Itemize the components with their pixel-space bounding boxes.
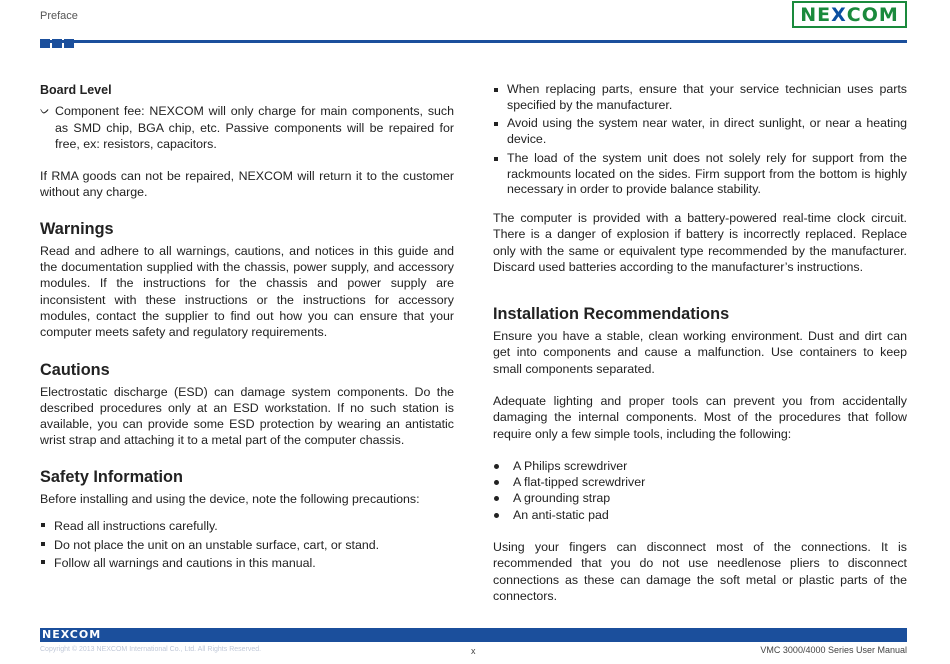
footer-bar bbox=[40, 628, 907, 642]
installation-text-1: Ensure you have a stable, clean working environment. Dust and dirt can get into components and cause a malfunction. Use containers to keep small components separated. bbox=[493, 329, 907, 376]
logo-part-x: X bbox=[831, 3, 847, 26]
warnings-heading: Warnings bbox=[40, 219, 114, 238]
footer-logo: NEXCOM bbox=[42, 628, 102, 641]
header-rule bbox=[40, 40, 907, 43]
logo-part-ne: NE bbox=[800, 3, 832, 26]
right-column bbox=[493, 82, 907, 604]
list-item: Follow all warnings and cautions in this manual. bbox=[40, 554, 454, 573]
battery-text: The computer is provided with a battery-powered real-time clock circuit. There is a danger of explosion if battery is incorrectly replaced. Replace only with the same or equivalent type recommended by the manufacturer. Discard used batteries according to the manufacturer’s instructions. bbox=[493, 210, 907, 274]
list-item: Do not place the unit on an unstable surface, cart, or stand. bbox=[40, 536, 454, 555]
list-item: The load of the system unit does not solely rely for support from the rackmounts located on the sides. Firm support from the bottom is highly necessary in order to provide balance stability. bbox=[493, 151, 907, 198]
board-level-item bbox=[40, 103, 454, 152]
cautions-text: Electrostatic discharge (ESD) can damage system components. Do the described procedures only at an ESD workstation. If no such station is available, you can provide some ESD protection by wearing an antistatic wrist strap and attaching it to a metal part of the computer chassis. bbox=[40, 384, 454, 448]
nexcom-logo bbox=[792, 1, 907, 28]
installation-text-2: Adequate lighting and proper tools can prevent you from accidentally damaging the internal components. Most of the procedures that follow require only a few simple tools, including the following: bbox=[493, 394, 907, 441]
cautions-heading: Cautions bbox=[40, 360, 110, 379]
safety-intro: Before installing and using the device, note the following precautions: bbox=[40, 491, 420, 506]
left-column bbox=[40, 82, 454, 573]
header-section-label: Preface bbox=[40, 10, 78, 22]
list-item: An anti-static pad bbox=[493, 507, 907, 523]
tools-list bbox=[493, 458, 907, 523]
precaution-list bbox=[493, 82, 907, 198]
warnings-text: Read and adhere to all warnings, cautions, and notices in this guide and the documentation supplied with the chassis, power supply, and accessory modules. If the instructions for the chassis and power supply are inconsistent with these instructions or the instructions for accessory modules, contact the supplier to find out how you can ensure that your computer meets safety and regulatory requirements. bbox=[40, 243, 454, 340]
list-item: A Philips screwdriver bbox=[493, 458, 907, 474]
safety-list bbox=[40, 517, 454, 573]
board-level-title: Board Level bbox=[40, 83, 112, 97]
list-item: A grounding strap bbox=[493, 490, 907, 506]
list-item: Read all instructions carefully. bbox=[40, 517, 454, 536]
manual-title: VMC 3000/4000 Series User Manual bbox=[760, 645, 907, 655]
footer-copyright: Copyright © 2013 NEXCOM International Co., Ltd. All Rights Reserved. bbox=[40, 646, 262, 653]
list-item: Avoid using the system near water, in direct sunlight, or near a heating device. bbox=[493, 116, 907, 147]
installation-heading: Installation Recommendations bbox=[493, 305, 730, 324]
tools-symbol-icon: ᨆ bbox=[40, 105, 50, 118]
list-item: When replacing parts, ensure that your service technician uses parts specified by the manufacturer. bbox=[493, 82, 907, 113]
board-level-note: If RMA goods can not be repaired, NEXCOM will return it to the customer without any charge. bbox=[40, 169, 454, 200]
board-level-item-text: Component fee: NEXCOM will only charge for main components, such as SMD chip, BGA chip, etc. Passive components will be repaired for free, ex: resistors, capacitors. bbox=[55, 104, 454, 151]
installation-text-3: Using your fingers can disconnect most of the connections. It is recommended that you do not use needlenose pliers to disconnect connections as these can damage the soft metal or plastic parts of the connectors. bbox=[493, 540, 907, 603]
list-item: A flat-tipped screwdriver bbox=[493, 474, 907, 490]
page-number: x bbox=[471, 646, 476, 656]
safety-heading: Safety Information bbox=[40, 467, 183, 486]
logo-part-com: COM bbox=[846, 3, 899, 26]
